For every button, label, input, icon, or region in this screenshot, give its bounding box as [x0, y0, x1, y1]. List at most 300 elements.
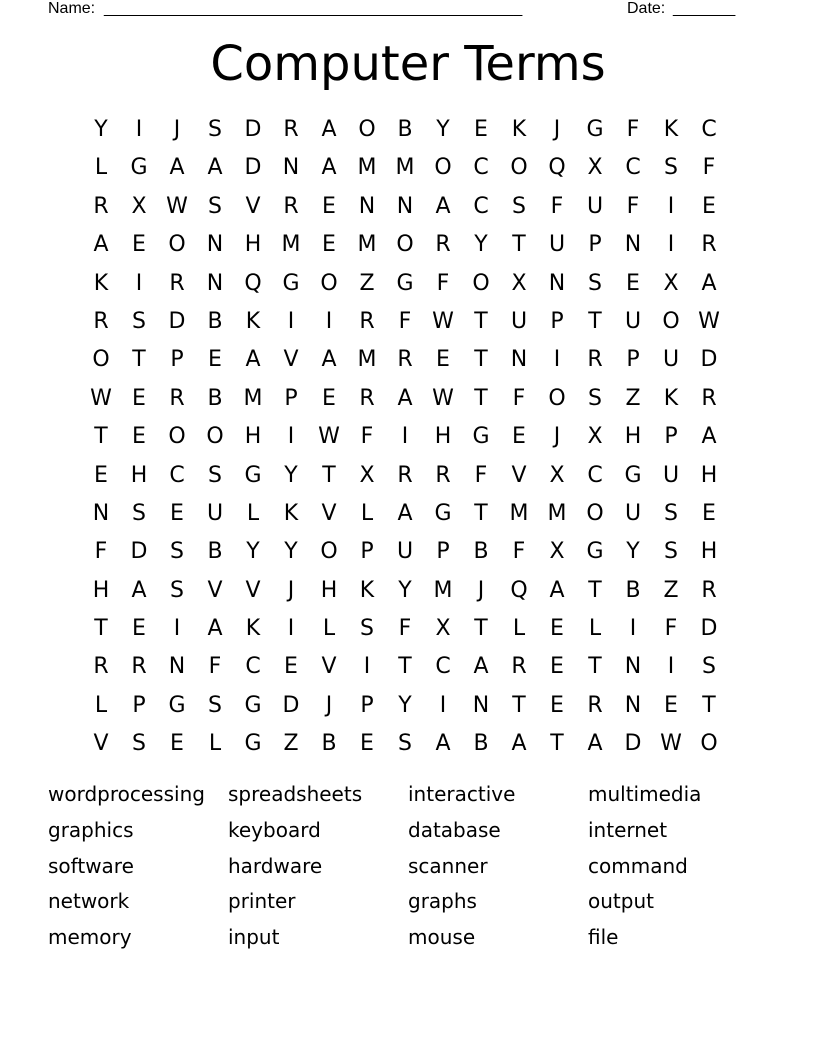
grid-letter[interactable]: N [282, 155, 300, 181]
grid-letter[interactable]: O [168, 232, 186, 258]
grid-letter[interactable]: C [169, 462, 185, 488]
grid-letter[interactable]: T [94, 424, 108, 450]
grid-letter[interactable]: Y [398, 577, 412, 603]
grid-letter[interactable]: P [132, 692, 146, 718]
grid-letter[interactable]: R [93, 654, 109, 680]
grid-letter[interactable]: H [130, 462, 148, 488]
grid-letter[interactable]: S [132, 500, 146, 526]
grid-letter[interactable]: B [321, 731, 337, 757]
grid-letter[interactable]: I [287, 308, 295, 334]
grid-letter[interactable]: F [626, 117, 640, 142]
grid-letter[interactable]: C [587, 462, 603, 488]
grid-letter[interactable]: R [169, 270, 185, 296]
grid-letter[interactable]: E [132, 232, 146, 258]
grid-letter[interactable]: T [512, 232, 526, 258]
grid-letter[interactable]: E [94, 462, 108, 488]
grid-letter[interactable]: I [667, 232, 675, 258]
name-field[interactable]: _______________________________________________ [104, 0, 523, 17]
grid-letter[interactable]: S [208, 193, 222, 219]
grid-letter[interactable]: M [281, 232, 301, 258]
grid-letter[interactable]: E [132, 385, 146, 411]
grid-letter[interactable]: D [282, 692, 300, 718]
grid-letter[interactable]: R [397, 462, 413, 488]
grid-letter[interactable]: K [245, 616, 261, 642]
grid-letter[interactable]: K [359, 577, 375, 603]
grid-letter[interactable]: A [245, 347, 261, 373]
grid-letter[interactable]: V [283, 347, 299, 373]
grid-letter[interactable]: G [586, 539, 604, 565]
grid-letter[interactable]: C [435, 654, 451, 680]
grid-letter[interactable]: K [663, 385, 679, 411]
grid-letter[interactable]: U [624, 500, 642, 526]
grid-letter[interactable]: T [588, 654, 602, 680]
grid-letter[interactable]: D [244, 117, 262, 142]
grid-letter[interactable]: H [244, 232, 262, 258]
grid-letter[interactable]: F [398, 308, 412, 334]
grid-letter[interactable]: Q [548, 155, 566, 181]
grid-letter[interactable]: E [322, 385, 336, 411]
grid-letter[interactable]: A [549, 577, 565, 603]
grid-letter[interactable]: P [664, 424, 678, 450]
grid-letter[interactable]: R [397, 347, 413, 373]
grid-letter[interactable]: F [398, 616, 412, 642]
grid-letter[interactable]: B [473, 731, 489, 757]
grid-letter[interactable]: F [626, 193, 640, 219]
grid-row [82, 341, 728, 379]
grid-letter[interactable]: M [357, 232, 377, 258]
grid-letter[interactable]: X [549, 539, 565, 565]
grid-letter[interactable]: S [170, 539, 184, 565]
grid-letter[interactable]: F [360, 424, 374, 450]
grid-letter[interactable]: W [318, 424, 340, 450]
grid-letter[interactable]: S [702, 654, 716, 680]
grid-letter[interactable]: X [549, 462, 565, 488]
grid-letter[interactable]: Y [284, 539, 298, 565]
grid-letter[interactable]: Y [246, 539, 260, 565]
grid-letter[interactable]: T [588, 308, 602, 334]
grid-letter[interactable]: A [397, 385, 413, 411]
grid-letter[interactable]: N [358, 193, 376, 219]
grid-letter[interactable]: T [474, 500, 488, 526]
grid-letter[interactable]: S [664, 500, 678, 526]
grid-letter[interactable]: G [244, 692, 262, 718]
grid-letter[interactable]: H [92, 577, 110, 603]
grid-letter[interactable]: R [511, 654, 527, 680]
grid-letter[interactable]: A [397, 500, 413, 526]
grid-letter[interactable]: X [587, 424, 603, 450]
grid-letter[interactable]: E [474, 117, 488, 142]
grid-letter[interactable]: X [587, 155, 603, 181]
grid-letter[interactable]: V [93, 731, 109, 757]
grid-letter[interactable]: A [435, 731, 451, 757]
grid-letter[interactable]: Z [283, 731, 299, 757]
grid-letter[interactable]: F [436, 270, 450, 296]
grid-letter[interactable]: S [208, 117, 222, 142]
grid-letter[interactable]: H [624, 424, 642, 450]
grid-letter[interactable]: S [664, 539, 678, 565]
grid-letter[interactable]: G [396, 270, 414, 296]
grid-letter[interactable]: X [663, 270, 679, 296]
grid-letter[interactable]: I [439, 692, 447, 718]
grid-letter[interactable]: H [434, 424, 452, 450]
grid-letter[interactable]: P [360, 539, 374, 565]
grid-letter[interactable]: F [474, 462, 488, 488]
grid-letter[interactable]: N [168, 654, 186, 680]
grid-letter[interactable]: M [357, 155, 377, 181]
grid-letter[interactable]: A [587, 731, 603, 757]
grid-letter[interactable]: I [325, 308, 333, 334]
grid-letter[interactable]: R [435, 462, 451, 488]
grid-letter[interactable]: N [624, 692, 642, 718]
grid-letter[interactable]: B [397, 117, 413, 142]
grid-letter[interactable]: I [629, 616, 637, 642]
grid-letter[interactable]: W [660, 731, 682, 757]
grid-letter[interactable]: G [282, 270, 300, 296]
grid-letter[interactable]: J [173, 117, 181, 142]
grid-letter[interactable]: T [550, 731, 564, 757]
grid-letter[interactable]: E [664, 692, 678, 718]
grid-letter[interactable]: X [359, 462, 375, 488]
grid-letter[interactable]: N [396, 193, 414, 219]
grid-letter[interactable]: Z [663, 577, 679, 603]
grid-letter[interactable]: K [283, 500, 299, 526]
grid-letter[interactable]: C [625, 155, 641, 181]
grid-letter[interactable]: I [287, 616, 295, 642]
grid-letter[interactable]: O [168, 424, 186, 450]
grid-letter[interactable]: F [94, 539, 108, 565]
grid-letter[interactable]: F [208, 654, 222, 680]
date-field[interactable]: _______ [673, 0, 736, 17]
grid-letter[interactable]: O [700, 731, 718, 757]
grid-letter[interactable]: O [320, 270, 338, 296]
grid-letter[interactable]: E [436, 347, 450, 373]
grid-letter[interactable]: I [667, 654, 675, 680]
grid-letter[interactable]: U [624, 308, 642, 334]
grid-letter[interactable]: V [321, 500, 337, 526]
grid-letter[interactable]: U [662, 347, 680, 373]
grid-letter[interactable]: Y [94, 117, 108, 142]
grid-letter[interactable]: I [363, 654, 371, 680]
grid-letter[interactable]: L [94, 692, 108, 718]
grid-letter[interactable]: J [287, 577, 295, 603]
grid-letter[interactable]: Y [436, 117, 450, 142]
grid-letter[interactable]: A [321, 155, 337, 181]
grid-letter[interactable]: D [168, 308, 186, 334]
grid-letter[interactable]: R [93, 308, 109, 334]
grid-letter[interactable]: C [473, 193, 489, 219]
grid-letter[interactable]: L [588, 616, 602, 642]
grid-letter[interactable]: R [283, 117, 299, 142]
grid-letter[interactable]: W [432, 308, 454, 334]
grid-letter[interactable]: A [473, 654, 489, 680]
grid-letter[interactable]: R [359, 308, 375, 334]
grid-letter[interactable]: U [206, 500, 224, 526]
grid-letter[interactable]: N [206, 270, 224, 296]
grid-letter[interactable]: I [401, 424, 409, 450]
grid-letter[interactable]: X [435, 616, 451, 642]
grid-letter[interactable]: G [472, 424, 490, 450]
grid-letter[interactable]: E [512, 424, 526, 450]
grid-letter[interactable]: D [624, 731, 642, 757]
grid-letter[interactable]: B [473, 539, 489, 565]
grid-letter[interactable]: S [170, 577, 184, 603]
grid-letter[interactable]: V [245, 577, 261, 603]
grid-letter[interactable]: J [477, 577, 485, 603]
grid-letter[interactable]: E [550, 616, 564, 642]
grid-letter[interactable]: A [701, 424, 717, 450]
grid-letter[interactable]: P [360, 692, 374, 718]
grid-letter[interactable]: P [284, 385, 298, 411]
grid-letter[interactable]: O [662, 308, 680, 334]
grid-letter[interactable]: N [624, 232, 642, 258]
grid-letter[interactable]: O [358, 117, 376, 142]
grid-letter[interactable]: N [92, 500, 110, 526]
grid-letter[interactable]: J [553, 117, 561, 142]
grid-letter[interactable]: O [548, 385, 566, 411]
grid-letter[interactable]: I [667, 193, 675, 219]
grid-letter[interactable]: T [702, 692, 716, 718]
grid-letter[interactable]: R [587, 692, 603, 718]
grid-letter[interactable]: J [325, 692, 333, 718]
grid-letter[interactable]: Z [625, 385, 641, 411]
grid-letter[interactable]: E [170, 500, 184, 526]
grid-letter[interactable]: E [626, 270, 640, 296]
grid-letter[interactable]: P [550, 308, 564, 334]
grid-letter[interactable]: Y [626, 539, 640, 565]
grid-letter[interactable]: Y [474, 232, 488, 258]
grid-letter[interactable]: T [474, 347, 488, 373]
grid-letter[interactable]: C [701, 117, 717, 142]
grid-letter[interactable]: O [206, 424, 224, 450]
grid-letter[interactable]: H [244, 424, 262, 450]
grid-letter[interactable]: S [588, 385, 602, 411]
grid-letter[interactable]: E [702, 500, 716, 526]
grid-letter[interactable]: T [398, 654, 412, 680]
grid-letter[interactable]: S [360, 616, 374, 642]
header-line [48, 0, 748, 20]
grid-letter[interactable]: L [246, 500, 260, 526]
grid-letter[interactable]: E [170, 731, 184, 757]
grid-letter[interactable]: G [434, 500, 452, 526]
grid-letter[interactable]: T [474, 385, 488, 411]
grid-letter[interactable]: T [474, 616, 488, 642]
grid-letter[interactable]: D [130, 539, 148, 565]
grid-letter[interactable]: T [322, 462, 336, 488]
grid-letter[interactable]: R [701, 385, 717, 411]
grid-letter[interactable]: F [512, 539, 526, 565]
grid-row [82, 111, 728, 149]
grid-letter[interactable]: F [664, 616, 678, 642]
grid-letter[interactable]: W [698, 308, 720, 334]
grid-letter[interactable]: G [168, 692, 186, 718]
grid-letter[interactable]: R [701, 232, 717, 258]
grid-letter[interactable]: A [93, 232, 109, 258]
grid-letter[interactable]: A [207, 155, 223, 181]
grid-row [82, 226, 728, 264]
grid-letter[interactable]: R [93, 193, 109, 219]
grid-letter[interactable]: O [586, 500, 604, 526]
grid-letter[interactable]: V [207, 577, 223, 603]
grid-letter[interactable]: L [94, 155, 108, 181]
grid-letter[interactable]: O [472, 270, 490, 296]
grid-letter[interactable]: E [132, 424, 146, 450]
grid-letter[interactable]: Y [398, 692, 412, 718]
grid-letter[interactable]: L [360, 500, 374, 526]
grid-letter[interactable]: L [512, 616, 526, 642]
grid-letter[interactable]: E [208, 347, 222, 373]
grid-letter[interactable]: B [207, 539, 223, 565]
letter-grid [82, 111, 728, 764]
grid-letter[interactable]: N [510, 347, 528, 373]
grid-letter[interactable]: I [553, 347, 561, 373]
grid-letter[interactable]: B [207, 385, 223, 411]
grid-letter[interactable]: F [550, 193, 564, 219]
grid-letter[interactable]: B [207, 308, 223, 334]
grid-letter[interactable]: A [207, 616, 223, 642]
grid-letter[interactable]: M [395, 155, 415, 181]
grid-letter[interactable]: I [173, 616, 181, 642]
grid-letter[interactable]: Q [510, 577, 528, 603]
grid-letter[interactable]: E [360, 731, 374, 757]
grid-letter[interactable]: Z [359, 270, 375, 296]
grid-letter[interactable]: W [166, 193, 188, 219]
grid-letter[interactable]: V [511, 462, 527, 488]
grid-letter[interactable]: A [511, 731, 527, 757]
grid-letter[interactable]: T [132, 347, 146, 373]
grid-letter[interactable]: V [245, 193, 261, 219]
grid-letter[interactable]: S [208, 462, 222, 488]
grid-letter[interactable]: A [435, 193, 451, 219]
grid-letter[interactable]: O [92, 347, 110, 373]
grid-letter[interactable]: H [700, 539, 718, 565]
grid-letter[interactable]: C [473, 155, 489, 181]
grid-letter[interactable]: M [433, 577, 453, 603]
grid-letter[interactable]: Q [244, 270, 262, 296]
grid-letter[interactable]: G [244, 462, 262, 488]
grid-letter[interactable]: S [512, 193, 526, 219]
grid-letter[interactable]: K [245, 308, 261, 334]
grid-letter[interactable]: K [93, 270, 109, 296]
grid-letter[interactable]: S [398, 731, 412, 757]
grid-letter[interactable]: G [244, 731, 262, 757]
grid-letter[interactable]: N [548, 270, 566, 296]
grid-letter[interactable]: E [322, 232, 336, 258]
grid-letter[interactable]: M [547, 500, 567, 526]
grid-letter[interactable]: R [169, 385, 185, 411]
grid-letter[interactable]: R [435, 232, 451, 258]
grid-letter[interactable]: D [700, 347, 718, 373]
grid-letter[interactable]: W [90, 385, 112, 411]
grid-letter[interactable]: A [701, 270, 717, 296]
grid-letter[interactable]: M [243, 385, 263, 411]
grid-letter[interactable]: U [396, 539, 414, 565]
grid-letter[interactable]: K [663, 117, 679, 142]
grid-letter[interactable]: R [359, 385, 375, 411]
grid-row [82, 572, 728, 610]
grid-letter[interactable]: U [662, 462, 680, 488]
grid-letter[interactable]: E [132, 616, 146, 642]
grid-letter[interactable]: X [511, 270, 527, 296]
grid-letter[interactable]: N [472, 692, 490, 718]
grid-letter[interactable]: A [131, 577, 147, 603]
grid-letter[interactable]: T [588, 577, 602, 603]
grid-letter[interactable]: W [432, 385, 454, 411]
grid-letter[interactable]: G [586, 117, 604, 142]
grid-letter[interactable]: Y [284, 462, 298, 488]
grid-letter[interactable]: O [320, 539, 338, 565]
grid-letter[interactable]: P [626, 347, 640, 373]
grid-letter[interactable]: P [588, 232, 602, 258]
word-bank-item: output [588, 889, 654, 914]
grid-letter[interactable]: P [170, 347, 184, 373]
grid-letter[interactable]: D [700, 616, 718, 642]
grid-letter[interactable]: U [510, 308, 528, 334]
grid-letter[interactable]: M [357, 347, 377, 373]
grid-letter[interactable]: S [664, 155, 678, 181]
grid-letter[interactable]: S [588, 270, 602, 296]
grid-letter[interactable]: I [135, 270, 143, 296]
grid-letter[interactable]: R [587, 347, 603, 373]
grid-letter[interactable]: N [624, 654, 642, 680]
grid-letter[interactable]: B [625, 577, 641, 603]
grid-letter[interactable]: H [320, 577, 338, 603]
grid-letter[interactable]: S [132, 308, 146, 334]
grid-letter[interactable]: T [474, 308, 488, 334]
grid-letter[interactable]: M [509, 500, 529, 526]
grid-letter[interactable]: R [283, 193, 299, 219]
grid-letter[interactable]: R [701, 577, 717, 603]
grid-row [82, 457, 728, 495]
grid-letter[interactable]: G [624, 462, 642, 488]
grid-letter[interactable]: C [245, 654, 261, 680]
grid-letter[interactable]: E [702, 193, 716, 219]
grid-letter[interactable]: E [550, 654, 564, 680]
grid-letter[interactable]: E [550, 692, 564, 718]
grid-letter[interactable]: V [321, 654, 337, 680]
grid-letter[interactable]: L [208, 731, 222, 757]
grid-letter[interactable]: A [169, 155, 185, 181]
grid-letter[interactable]: H [700, 462, 718, 488]
grid-letter[interactable]: I [135, 117, 143, 142]
grid-letter[interactable]: F [702, 155, 716, 181]
grid-letter[interactable]: R [131, 654, 147, 680]
grid-letter[interactable]: S [208, 692, 222, 718]
grid-letter[interactable]: N [206, 232, 224, 258]
grid-letter[interactable]: I [287, 424, 295, 450]
grid-letter[interactable]: U [586, 193, 604, 219]
grid-letter[interactable]: A [321, 347, 337, 373]
grid-row [82, 265, 728, 303]
grid-letter[interactable]: O [510, 155, 528, 181]
grid-letter[interactable]: L [322, 616, 336, 642]
grid-letter[interactable]: D [244, 155, 262, 181]
grid-letter[interactable]: X [131, 193, 147, 219]
grid-letter[interactable]: U [548, 232, 566, 258]
grid-letter[interactable]: J [553, 424, 561, 450]
grid-letter[interactable]: T [94, 616, 108, 642]
grid-letter[interactable]: E [322, 193, 336, 219]
grid-letter[interactable]: E [284, 654, 298, 680]
grid-letter[interactable]: P [436, 539, 450, 565]
grid-letter[interactable]: F [512, 385, 526, 411]
grid-letter[interactable]: T [512, 692, 526, 718]
grid-letter[interactable]: S [132, 731, 146, 757]
grid-letter[interactable]: O [396, 232, 414, 258]
grid-letter[interactable]: O [434, 155, 452, 181]
grid-letter[interactable]: G [130, 155, 148, 181]
grid-letter[interactable]: K [511, 117, 527, 142]
grid-letter[interactable]: A [321, 117, 337, 142]
